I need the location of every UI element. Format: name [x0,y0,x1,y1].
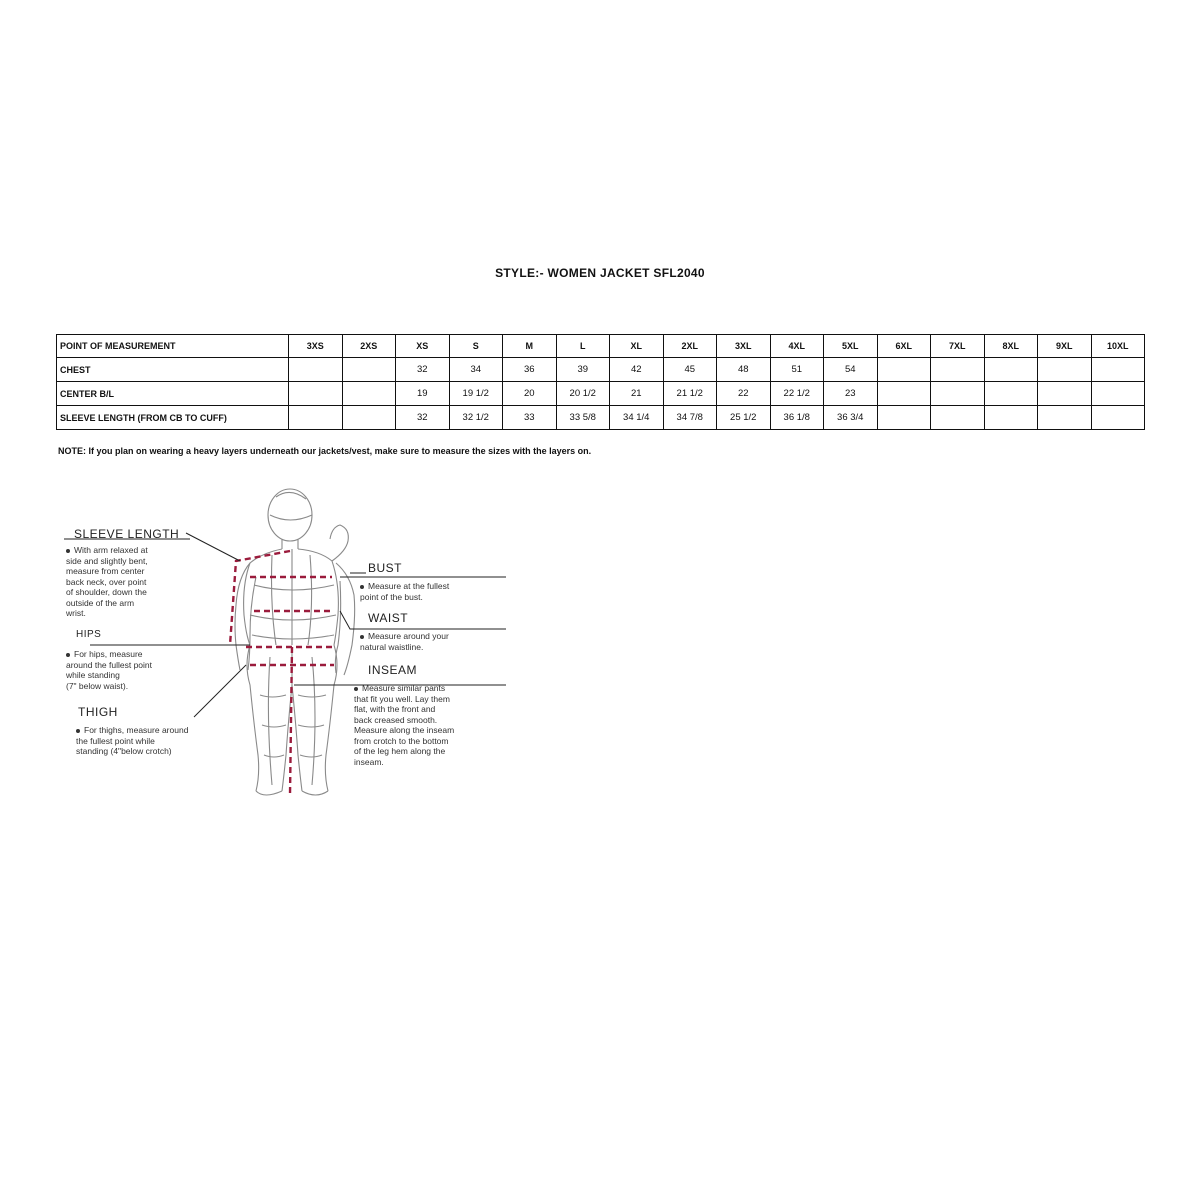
table-cell: 19 1/2 [449,382,503,406]
column-header-size: L [556,335,610,358]
table-cell: 48 [717,358,771,382]
table-cell: 22 [717,382,771,406]
column-header-size: 9XL [1038,335,1092,358]
table-cell [931,358,985,382]
table-cell: 21 1/2 [663,382,717,406]
hips-line: (7" below waist). [66,680,129,691]
table-cell: 32 1/2 [449,406,503,430]
bullet-icon [360,585,364,589]
inseam-text [354,683,514,767]
table-cell [877,406,931,430]
table-row [57,382,1145,406]
hips-text [66,649,216,691]
column-header-size: 5XL [824,335,878,358]
bust-title: BUST [368,561,403,575]
table-cell: 32 [396,406,450,430]
table-cell: 32 [396,358,450,382]
table-cell: 23 [824,382,878,406]
sleeve-line: measure from center [66,566,145,576]
table-row [57,358,1145,382]
hips-title: HIPS [76,629,102,640]
waist-line: natural waistline. [360,641,424,652]
table-cell [289,382,343,406]
table-cell [1091,382,1145,406]
column-header-size: 10XL [1091,335,1145,358]
table-cell: 51 [770,358,824,382]
sleeve-line: side and slightly bent, [66,555,148,566]
table-cell: 34 7/8 [663,406,717,430]
table-cell: 42 [610,358,664,382]
column-header-size: XS [396,335,450,358]
table-cell [289,358,343,382]
column-header-size: XL [610,335,664,358]
inseam-line: from crotch to the bottom [354,735,449,746]
table-cell: 39 [556,358,610,382]
table-cell [1038,358,1092,382]
table-cell [984,358,1038,382]
bullet-icon [360,635,364,639]
inseam-line: Measure along the inseam [354,725,455,735]
table-row [57,406,1145,430]
bust-text [360,581,510,602]
thigh-title: THIGH [78,705,118,719]
thigh-text [76,725,226,757]
sleeve-line: back neck, over point [66,576,147,587]
table-cell [289,406,343,430]
table-cell [1038,406,1092,430]
inseam-line: back creased smooth. [354,714,438,725]
waist-line: Measure around your [368,631,449,641]
table-cell: 54 [824,358,878,382]
table-cell [1091,358,1145,382]
table-cell [342,406,396,430]
row-label: SLEEVE LENGTH (FROM CB TO CUFF) [57,406,289,430]
thigh-line: standing (4"below crotch) [76,746,172,756]
table-cell: 33 [503,406,557,430]
column-header-pom: POINT OF MEASUREMENT [57,335,289,358]
layering-note: NOTE: If you plan on wearing a heavy layers underneath our jackets/vest, make sure to measure the sizes with the layers on. [58,446,592,456]
sleeve-line: outside of the arm [66,597,135,608]
table-cell: 21 [610,382,664,406]
table-cell: 36 1/8 [770,406,824,430]
sleeve-line: wrist. [66,608,86,618]
table-cell: 25 1/2 [717,406,771,430]
table-cell [1091,406,1145,430]
bullet-icon [354,687,358,691]
bullet-icon [66,549,70,553]
column-header-size: 2XS [342,335,396,358]
sleeve-length-text [66,545,196,619]
table-cell [984,382,1038,406]
hips-line: while standing [66,670,120,680]
table-cell: 19 [396,382,450,406]
column-header-size: S [449,335,503,358]
table-cell: 33 5/8 [556,406,610,430]
column-header-size: 6XL [877,335,931,358]
hips-line: around the fullest point [66,659,153,670]
table-cell: 22 1/2 [770,382,824,406]
table-cell [1038,382,1092,406]
column-header-size: 4XL [770,335,824,358]
sleeve-line: of shoulder, down the [66,587,147,597]
table-cell [877,358,931,382]
inseam-line: that fit you well. Lay them [354,693,450,704]
bullet-icon [66,653,70,657]
column-header-size: M [503,335,557,358]
thigh-line: the fullest point while [76,735,155,746]
table-cell: 36 3/4 [824,406,878,430]
waist-text [360,631,510,652]
waist-title: WAIST [368,611,409,625]
inseam-title: INSEAM [368,663,418,677]
bust-line: Measure at the fullest [368,581,450,591]
row-label: CHEST [57,358,289,382]
table-cell [931,382,985,406]
table-header-row [57,335,1145,358]
table-cell: 34 1/4 [610,406,664,430]
column-header-size: 8XL [984,335,1038,358]
table-cell: 34 [449,358,503,382]
table-cell [342,382,396,406]
inseam-line: Measure similar pants [362,683,446,693]
sleeve-length-title: SLEEVE LENGTH [74,527,180,541]
inseam-line: of the leg hem along the [354,746,446,756]
thigh-line: For thighs, measure around [84,725,189,735]
inseam-line: flat, with the front and [354,704,436,714]
table-cell: 20 1/2 [556,382,610,406]
table-cell [877,382,931,406]
measurement-guide [50,485,520,805]
column-header-size: 7XL [931,335,985,358]
bullet-icon [76,729,80,733]
row-label: CENTER B/L [57,382,289,406]
table-cell [342,358,396,382]
hips-line: For hips, measure [74,649,143,659]
table-cell [984,406,1038,430]
column-header-size: 3XL [717,335,771,358]
column-header-size: 2XL [663,335,717,358]
table-cell: 36 [503,358,557,382]
table-cell [931,406,985,430]
inseam-line: inseam. [354,756,384,767]
size-chart-table [56,334,1145,430]
table-cell: 45 [663,358,717,382]
bust-line: point of the bust. [360,591,423,602]
table-cell: 20 [503,382,557,406]
page-title: STYLE:- WOMEN JACKET SFL2040 [495,266,705,280]
sleeve-line: With arm relaxed at [74,545,148,555]
column-header-size: 3XS [289,335,343,358]
